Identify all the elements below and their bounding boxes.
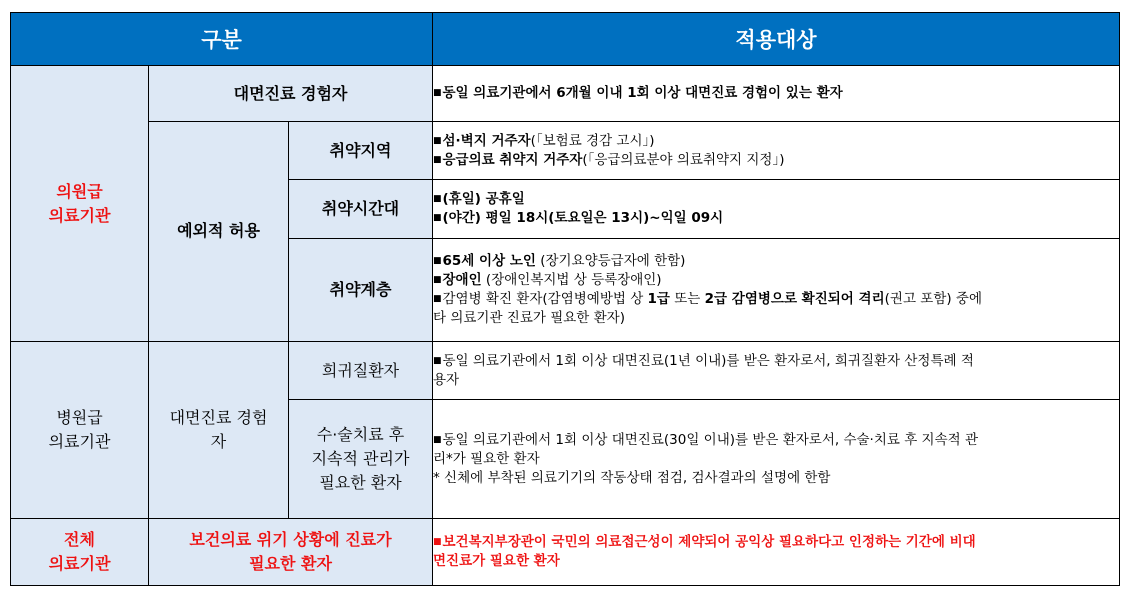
table-row [11,66,1120,121]
clinic-category-label: 의원급 의료기관 [11,66,149,341]
hospital-category-label: 병원급 의료기관 [11,341,149,519]
vulnerable-area-desc: ■섬·벽지 거주자(「보험료 경감 고시」) ■응급의료 취약지 거주자(「응급의료분야 의료취약지 지정」) [433,121,1120,180]
exception-label: 예외적 허용 [149,121,289,341]
table-row [11,519,1120,586]
rare-disease-label: 희귀질환자 [289,341,433,400]
vulnerable-group-desc: ■65세 이상 노인 (장기요양등급자에 한함) ■장애인 (장애인복지법 상 등록장애인) ■감염병 확진 환자(감염병예방법 상 1급 또는 2급 감염병으로 확진되어 격리(권고 포함) 중에 타 의료기관 진료가 필요한 환자) [433,238,1120,341]
header-row [11,13,1120,66]
vulnerable-time-label: 취약시간대 [289,180,433,239]
table-row [11,121,1120,180]
clinic-experienced-desc: ■동일 의료기관에서 6개월 이내 1회 이상 대면진료 경험이 있는 환자 [433,66,1120,121]
header-target: 적용대상 [433,13,1120,66]
clinic-experienced-label: 대면진료 경험자 [149,66,433,121]
crisis-label: 보건의료 위기 상황에 진료가 필요한 환자 [149,519,433,586]
all-category-label: 전체 의료기관 [11,519,149,586]
telemedicine-eligibility-table [10,12,1120,586]
post-surgery-desc: ■동일 의료기관에서 1회 이상 대면진료(30일 이내)를 받은 환자로서, 수술·치료 후 지속적 관 리*가 필요한 환자 * 신체에 부착된 의료기기의 작동상태 점검, 검사결과의 설명에 한함 [433,400,1120,519]
crisis-desc: ■보건복지부장관이 국민의 의료접근성이 제약되어 공익상 필요하다고 인정하는 기간에 비대 면진료가 필요한 환자 [433,519,1120,586]
table-row [11,341,1120,400]
post-surgery-label: 수·술치료 후 지속적 관리가 필요한 환자 [289,400,433,519]
vulnerable-area-label: 취약지역 [289,121,433,180]
vulnerable-group-label: 취약계층 [289,238,433,341]
header-category: 구분 [11,13,433,66]
rare-disease-desc: ■동일 의료기관에서 1회 이상 대면진료(1년 이내)를 받은 환자로서, 희귀질환자 산정특례 적 용자 [433,341,1120,400]
vulnerable-time-desc: ■(휴일) 공휴일 ■(야간) 평일 18시(토요일은 13시)~익일 09시 [433,180,1120,239]
hospital-experienced-label: 대면진료 경험 자 [149,341,289,519]
